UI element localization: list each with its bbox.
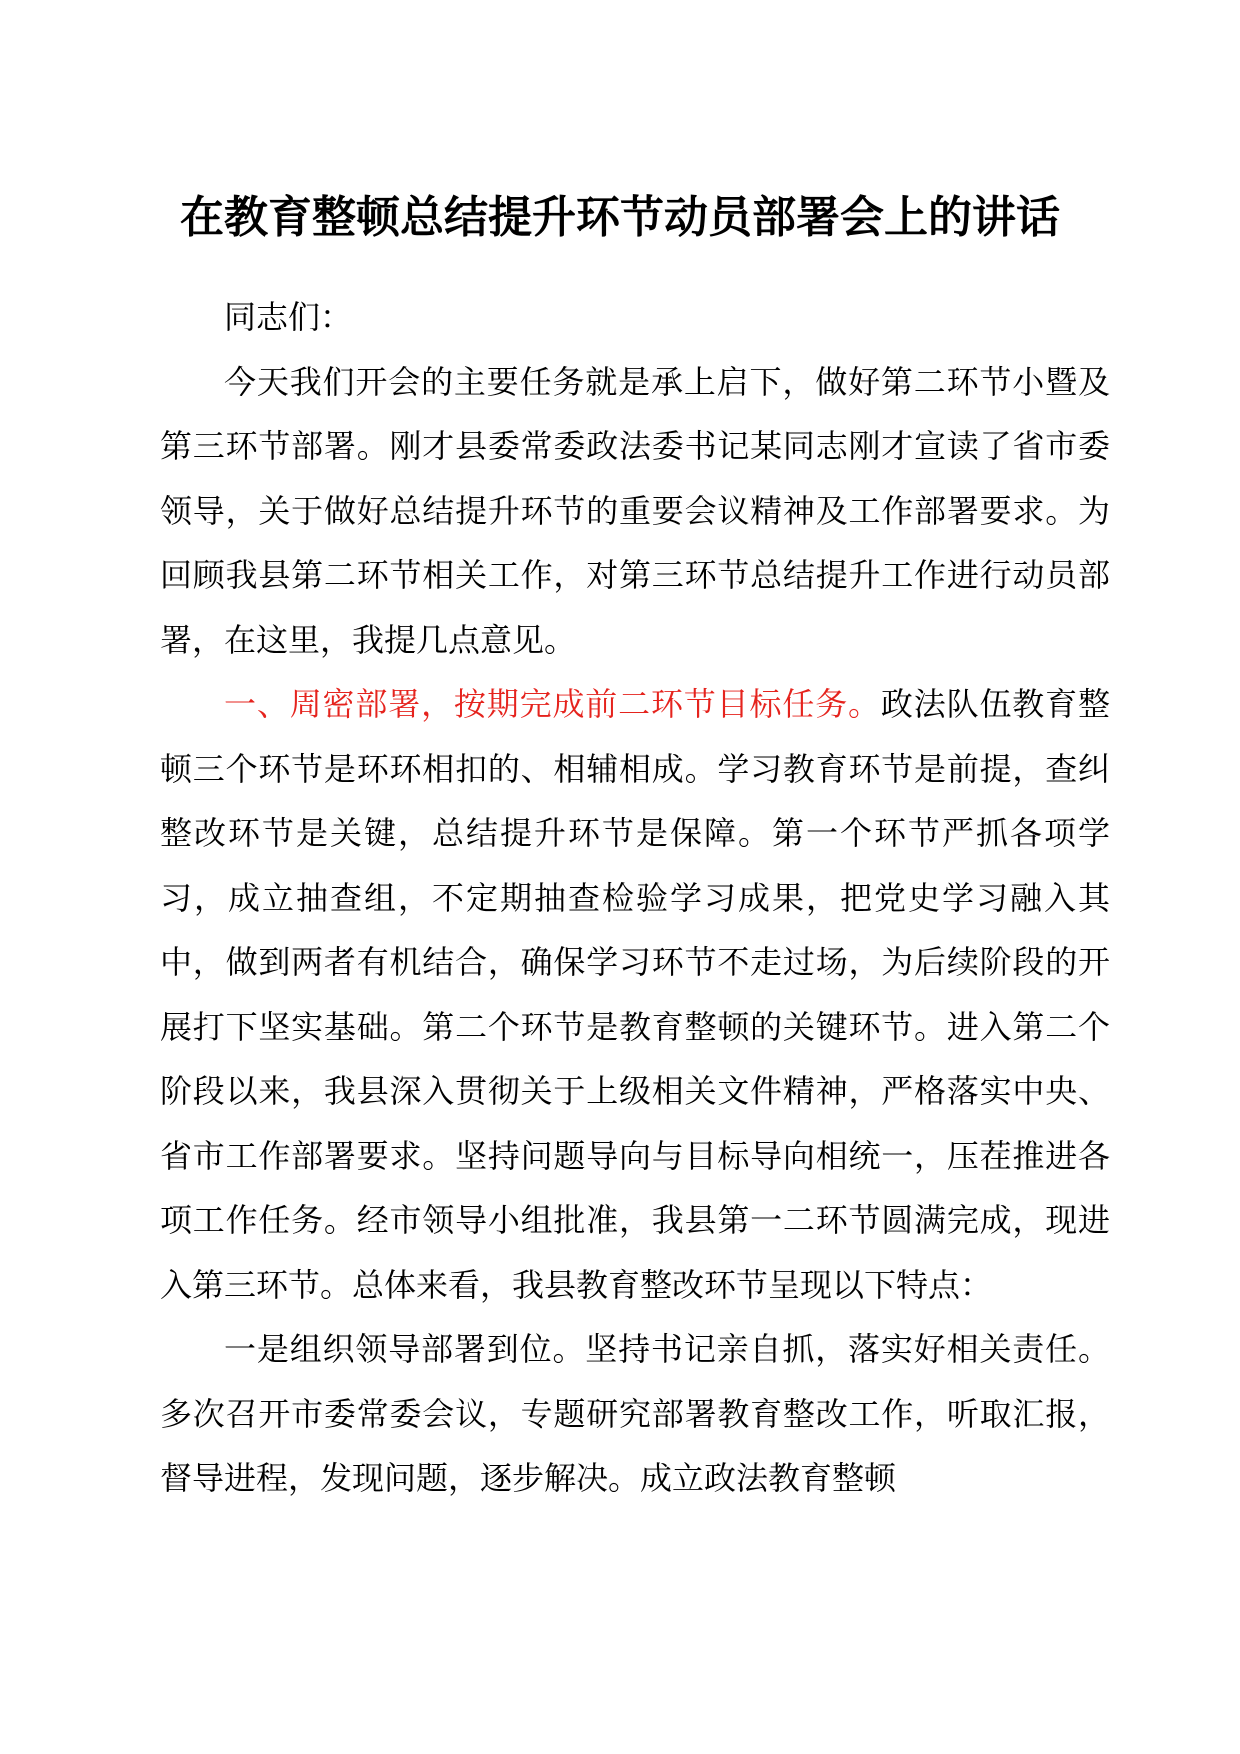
salutation: 同志们： xyxy=(224,298,353,336)
document-body xyxy=(160,285,1110,1511)
section-1-text: 政法队伍教育整顿三个环节是环环相扣的、相辅相成。学习教育环节是前提，查纠整改环节是关键，总结提升环节是保障。第一个环节严抓各项学习，成立抽查组，不定期抽查检验学习成果，把党史学习融入其中，做到两者有机结合，确保学习环节不走过场，为后续阶段的开展打下坚实基础。第二个环节是教育整顿的关键环节。进入第二个阶段以来，我县深入贯彻关于上级相关文件精神，严格落实中央、省市工作部署要求。坚持问题导向与目标导向相统一，压茬推进各项工作任务。经市领导小组批准，我县第一二环节圆满完成，现进入第三环节。总体来看，我县教育整改环节呈现以下特点： xyxy=(160,685,1110,1304)
section-1-heading: 一、周密部署，按期完成前二环节目标任务。 xyxy=(224,685,881,723)
document-title: 在教育整顿总结提升环节动员部署会上的讲话 xyxy=(180,192,1060,243)
paragraph-intro: 今天我们开会的主要任务就是承上启下，做好第二环节小暨及第三环节部署。刚才县委常委政法委书记某同志刚才宣读了省市委领导，关于做好总结提升环节的重要会议精神及工作部署要求。为回顾我县第二环节相关工作，对第三环节总结提升工作进行动员部署，在这里，我提几点意见。 xyxy=(160,362,1110,659)
paragraph-point-1: 一是组织领导部署到位。坚持书记亲自抓，落实好相关责任。多次召开市委常委会议，专题研究部署教育整改工作，听取汇报，督导进程，发现问题，逐步解决。成立政法教育整顿 xyxy=(160,1330,1110,1497)
paragraph-section-1 xyxy=(160,672,1110,1317)
